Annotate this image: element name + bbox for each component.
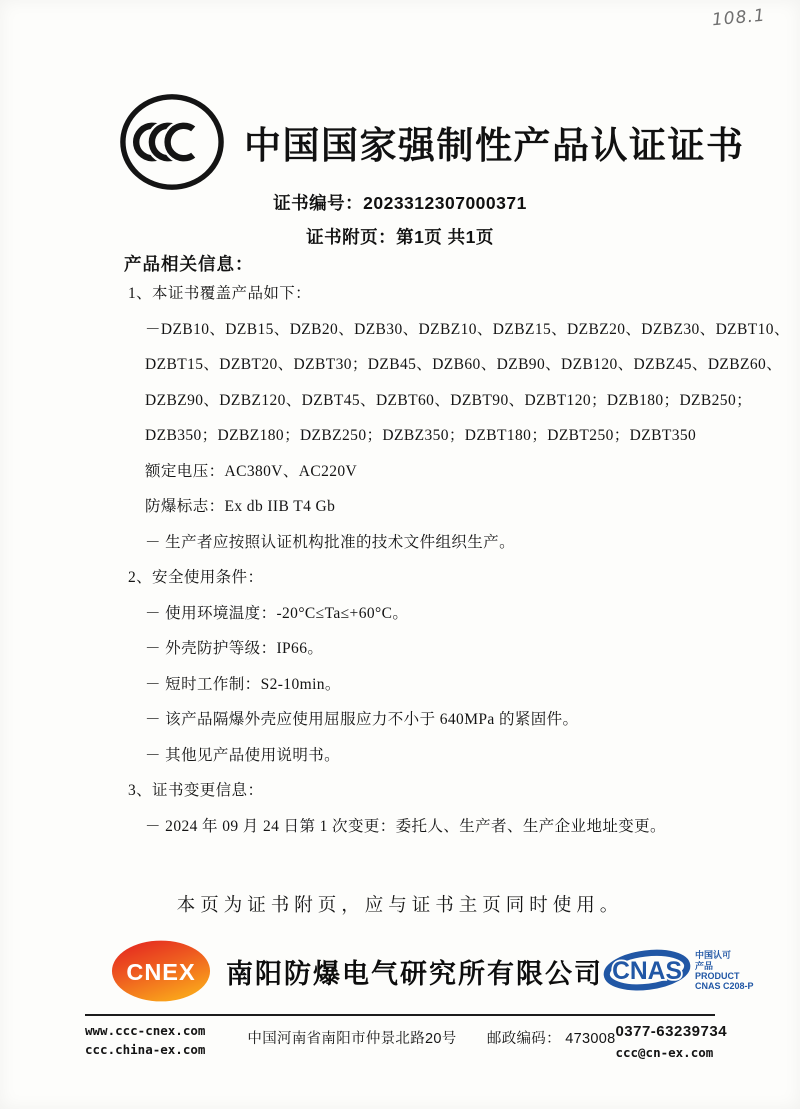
body-line: DZBZ90、DZBZ120、DZBT45、DZBT60、DZBT90、DZBT120；DZB180；DZB250； — [145, 391, 753, 409]
footer-phone-email — [615, 1021, 727, 1062]
body-line: － 使用环境温度：-20°C≤Ta≤+60°C。 — [145, 604, 409, 622]
cnas-side-line: 中国认可 — [695, 950, 732, 961]
footer-url-primary: www.ccc-cnex.com — [85, 1023, 206, 1038]
body-line: 3、证书变更信息： — [128, 782, 264, 799]
footer-email: ccc@cn-ex.com — [615, 1044, 714, 1060]
cnas-side-line: CNAS C208-P — [695, 981, 754, 992]
attachment-usage-note: 本页为证书附页，应与证书主页同时使用。 — [176, 896, 624, 916]
certificate-pages-value: 第1页 共1页 — [396, 227, 494, 247]
certificate-header — [118, 88, 745, 196]
body-line: － 生产者应按照认证机构批准的技术文件组织生产。 — [145, 533, 515, 551]
product-info-body — [128, 276, 790, 844]
body-line: DZBT15、DZBT20、DZBT30；DZB45、DZB60、DZB90、DZB120、DZBZ45、DZBZ60、 — [145, 356, 783, 373]
certificate-pages-line — [0, 224, 800, 249]
certificate-number-label: 证书编号： — [273, 193, 364, 213]
issuer-row — [110, 938, 754, 1004]
footer-contact-row — [85, 1021, 728, 1062]
body-line: 防爆标志：Ex db IIB T4 Gb — [145, 498, 336, 515]
footer-address: 中国河南省南阳市仲景北路20号 — [247, 1031, 457, 1047]
footer-phone: 0377-63239734 — [615, 1023, 728, 1040]
cnex-logo-text: CNEX — [126, 958, 196, 985]
cnas-logo-icon — [603, 943, 691, 999]
ccc-mark-icon — [118, 88, 226, 196]
certificate-title: 中国国家强制性产品认证证书 — [244, 125, 745, 166]
cnas-accreditation-block — [603, 943, 754, 999]
body-line: 额定电压：AC380V、AC220V — [145, 462, 358, 480]
footer-postcode-label: 邮政编码： — [486, 1031, 561, 1047]
body-line: 1、本证书覆盖产品如下： — [128, 285, 312, 302]
body-line: DZB350；DZBZ180；DZBZ250；DZBZ350；DZBT180；DZBT250；DZBT350 — [145, 427, 697, 444]
body-line: －DZB10、DZB15、DZB20、DZB30、DZBZ10、DZBZ15、DZBZ20、DZBZ30、DZBT10、 — [145, 320, 790, 338]
body-line: － 短时工作制：S2-10min。 — [145, 675, 341, 693]
product-info-heading: 产品相关信息： — [124, 254, 254, 274]
certificate-number-line — [0, 190, 800, 215]
cnas-accreditation-text — [695, 950, 754, 991]
body-line: 2、安全使用条件： — [128, 569, 264, 586]
cnas-side-line: 产品 — [695, 960, 714, 971]
cnas-logo-text: CNAS — [612, 957, 682, 985]
cnas-side-line: PRODUCT — [695, 971, 740, 981]
footer-urls — [85, 1021, 205, 1060]
body-line: － 2024 年 09 月 24 日第 1 次变更：委托人、生产者、生产企业地址变更。 — [145, 817, 666, 835]
footer-postcode-value: 473008 — [565, 1031, 616, 1047]
footer-url-secondary: ccc.china-ex.com — [85, 1042, 206, 1058]
cnex-logo-icon — [110, 938, 212, 1004]
footer-divider — [85, 1014, 715, 1016]
issuer-company-name: 南阳防爆电气研究所有限公司 — [226, 958, 603, 989]
footer-address-group — [247, 1027, 615, 1048]
handwritten-page-number: 108.1 — [711, 5, 767, 31]
certificate-number-value: 2023312307000371 — [363, 193, 527, 213]
footer-postcode — [487, 1031, 616, 1047]
certificate-pages-label: 证书附页： — [306, 227, 397, 247]
body-line: － 其他见产品使用说明书。 — [145, 746, 341, 764]
body-line: － 该产品隔爆外壳应使用屈服应力不小于 640MPa 的紧固件。 — [145, 711, 579, 728]
body-line: － 外壳防护等级：IP66。 — [145, 640, 324, 657]
